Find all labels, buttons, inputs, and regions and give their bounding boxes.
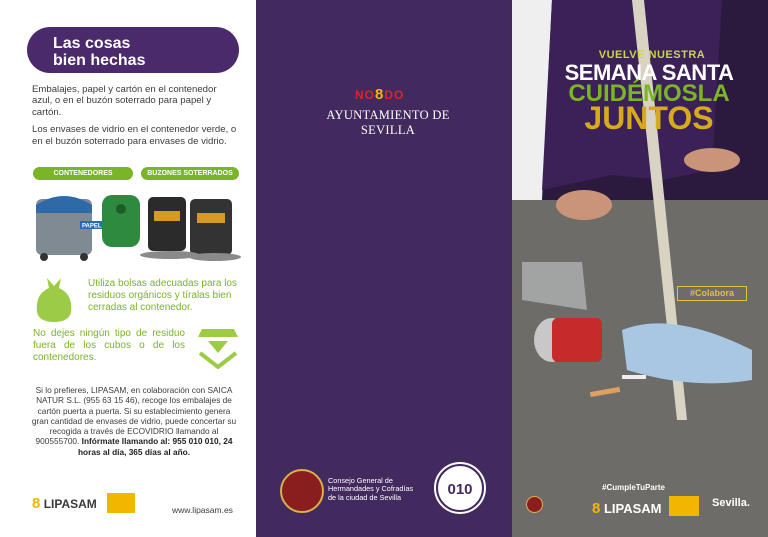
lipasam-logo (32, 495, 97, 512)
cumple-tag: #CumpleTuParte (602, 483, 665, 492)
underground-bin-1-icon (148, 197, 186, 251)
intro-text (32, 84, 238, 153)
title-line-2: bien hechas (53, 52, 146, 69)
box-arrows-icon (194, 323, 242, 369)
info-text (30, 385, 238, 457)
containers-illustration (30, 185, 245, 263)
pill-buzones: BUZONES SOTERRADOS (141, 167, 239, 180)
consejo-seal-icon (280, 469, 324, 513)
section-title (27, 27, 239, 73)
website-link[interactable]: www.lipasam.es (172, 505, 233, 515)
paragraph-glass: Los envases de vidrio en el contenedor verde, o en el buzón soterrado para envases de vidrio. (32, 124, 237, 147)
info-bold: Infórmate llamando al: 955 010 010, 24 horas al día, 365 días al año. (77, 436, 233, 457)
consejo-line-3: de la ciudad de Sevilla (328, 492, 402, 502)
middle-panel (256, 0, 512, 537)
bin-label: PAPEL (82, 223, 102, 230)
lipasam-num: 8 (32, 495, 41, 512)
no8do-right: DO (384, 88, 405, 102)
lipasam-logo-right (592, 500, 662, 517)
headline-2: SEMANA SANTA (564, 60, 734, 85)
consejo-text (328, 477, 438, 502)
lipasam-text: LIPASAM (43, 497, 97, 511)
right-panel (512, 0, 768, 537)
sevilla-logo: Sevilla. (712, 497, 750, 509)
title-line-1: Las cosas (53, 35, 131, 52)
tel-number: 010 (447, 481, 473, 498)
ayuntamiento-title: AYUNTAMIENTO DE SEVILLA (326, 108, 450, 137)
no8do-eight: 8 (375, 86, 385, 103)
green-container-icon (102, 195, 140, 247)
paragraph-paper: Embalajes, papel y cartón en el contenedor azul, o en el buzón soterrado para papel y cartón. (32, 84, 217, 118)
no8do-logo (355, 86, 404, 103)
underground-bin-2-icon (190, 199, 232, 255)
colabora-tag: #Colabora (677, 286, 747, 301)
lipasam-text-right: LIPASAM (603, 501, 662, 516)
ayuntamiento-mini-logo-icon (107, 493, 135, 513)
headline-4: JUNTOS (584, 100, 714, 136)
consejo-line-2: Hermandades y Cofradías (328, 484, 414, 494)
info-plain: Si lo prefieres, LIPASAM, en colaboración con SAICA NATUR S.L. (955 63 15 46), recoge los embalajes de cartón puerta a puerta. Si su establecimiento genera gran cantidad de envases de vidrio, puede concertar su recogida a través de ECOVIDRIO llamando al 900555700. (31, 385, 237, 447)
consejo-line-1: Consejo General de (328, 476, 393, 485)
headline-1: VUELVE NUESTRA (598, 49, 706, 61)
tip-bags: Utiliza bolsas adecuadas para los residuos orgánicos y tíralas bien cerradas al contenedor. (88, 278, 237, 313)
left-panel (0, 0, 256, 537)
pill-contenedores: CONTENEDORES (33, 167, 133, 180)
left-foot-icon (556, 190, 612, 220)
tip-no-leftovers: No dejes ningún tipo de residuo fuera de los cubos o de los contenedores. (33, 328, 185, 363)
lipasam-num-right: 8 (592, 500, 601, 517)
consejo-mini-seal-icon (526, 496, 543, 513)
headline-3: CUIDÉMOSLA (568, 80, 730, 107)
right-foot-icon (684, 148, 740, 172)
ayuntamiento-mini-logo-right-icon (669, 496, 699, 516)
trash-bag-icon (33, 274, 75, 322)
no8do-left: NO (355, 88, 375, 102)
phone-010-seal (436, 464, 484, 512)
soda-can-icon (534, 318, 602, 362)
